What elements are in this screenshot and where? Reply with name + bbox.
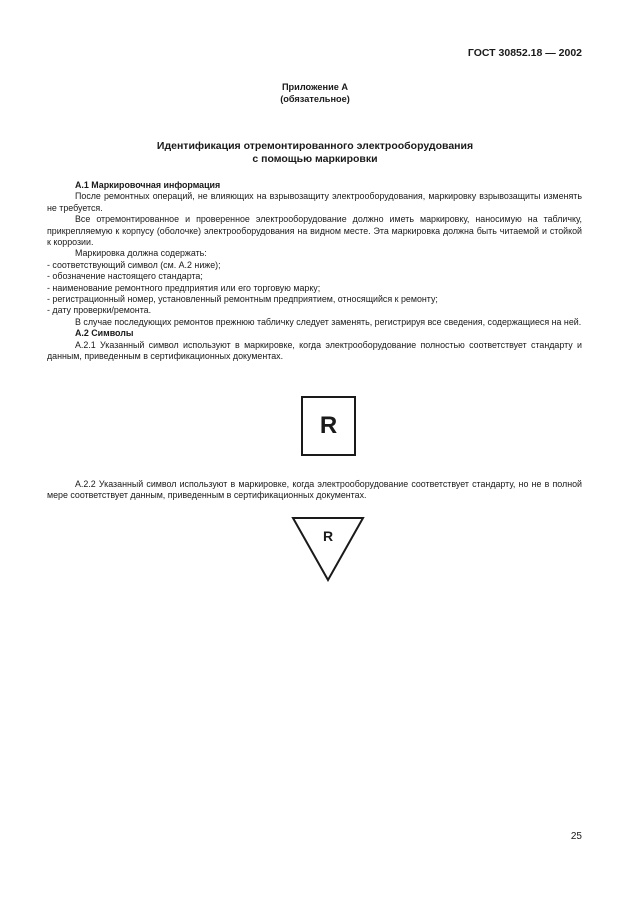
repair-symbol-triangle	[291, 516, 365, 582]
page-header-standard-id: ГОСТ 30852.18 — 2002	[467, 47, 582, 59]
section-a1	[47, 180, 582, 363]
section-a1-heading: А.1 Маркировочная информация	[75, 180, 221, 190]
repair-symbol-square	[301, 396, 356, 456]
section-a1-closing-paragraph: В случае последующих ремонтов прежнюю табличку следует заменять, регистрируя все сведения, содержащиеся на ней.	[75, 316, 582, 327]
repair-symbol-triangle-letter: R	[322, 528, 334, 544]
annex-heading	[0, 81, 630, 105]
section-a2-paragraph-2: А.2.2 Указанный символ используют в маркировке, когда электрооборудование соответствует стандарту, но не в полной мере соответствует данным, приведенным в сертификационных документах.	[47, 479, 582, 501]
annex-label: Приложение А	[281, 82, 349, 92]
list-item: - наименование ремонтного предприятия или его торговую марку;	[47, 282, 321, 293]
section-a2-heading: А.2 Символы	[75, 328, 134, 339]
section-a1-list-intro: Маркировка должна содержать:	[75, 248, 207, 259]
section-a1-paragraph-2: Все отремонтированное и проверенное электрооборудование должно иметь маркировку, наносимую на табличку, прикрепляемую к корпусу (оболочке) электрооборудования на видном месте. Эта маркировка должна быть читаемой и стойкой к коррозии.	[47, 214, 582, 248]
document-title-line-1: Идентификация отремонтированного электрооборудования	[156, 140, 474, 152]
document-title	[0, 140, 630, 166]
document-title-line-2: с помощью маркировки	[252, 153, 378, 165]
triangle-outline-icon	[291, 516, 365, 582]
repair-symbol-square-letter: R	[319, 412, 338, 440]
annex-status: (обязательное)	[280, 94, 350, 104]
section-a1-paragraph-1: После ремонтных операций, не влияющих на взрывозащиту электрооборудования, маркировку взрывозащиты изменять не требуется.	[47, 191, 582, 213]
list-item: - соответствующий символ (см. А.2 ниже);	[47, 259, 221, 270]
list-item: - регистрационный номер, установленный ремонтным предприятием, относящийся к ремонту;	[47, 294, 438, 305]
page-number: 25	[570, 831, 582, 842]
section-a2-2	[47, 479, 582, 502]
section-a2-paragraph-1: А.2.1 Указанный символ используют в маркировке, когда электрооборудование полностью соответствует стандарту и данным, приведенным в сертификационных документах.	[47, 339, 582, 362]
list-item: - дату проверки/ремонта.	[47, 305, 152, 316]
list-item: - обозначение настоящего стандарта;	[47, 271, 203, 282]
